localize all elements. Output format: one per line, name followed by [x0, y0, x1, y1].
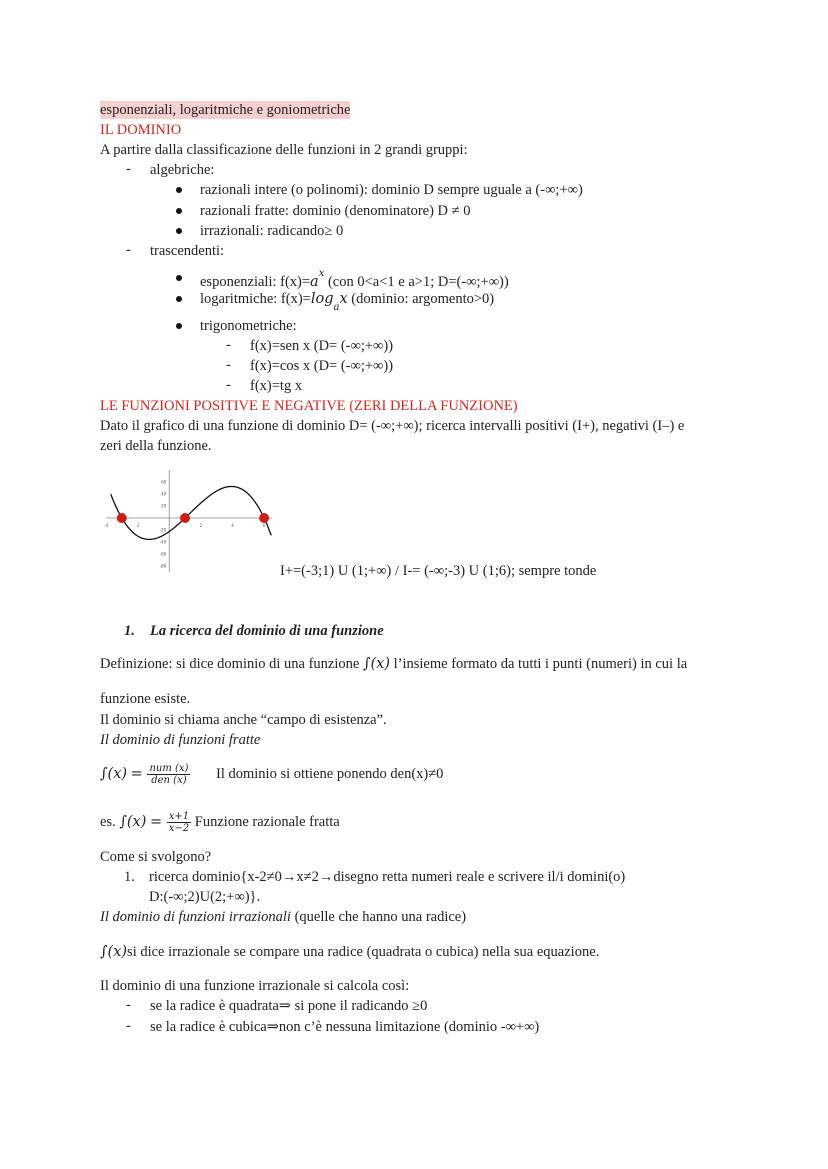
intervals-text: I+=(-3;1) U (1;+∞) / I-= (-∞;-3) U (1;6); sempre tonde [280, 563, 597, 579]
x-tick-label: -2 [135, 523, 140, 528]
intro-text: A partire dalla classificazione delle funzioni in 2 grandi gruppi: [100, 142, 468, 158]
step-number: 1. [124, 869, 135, 885]
x-tick-label: -4 [104, 523, 108, 528]
trig-item-tg: f(x)=tg x [250, 378, 303, 394]
irrazionali-item-quadrata: se la radice è quadrata⇒ si pone il radicando ≥0 [150, 998, 428, 1014]
function-curve [111, 486, 271, 539]
trascendenti-label: trascendenti: [150, 243, 225, 259]
zero-point [180, 513, 190, 523]
list-item-razionali-intere: razionali intere (o polinomi): dominio D sempre uguale a (-∞;+∞) [200, 182, 583, 198]
x-tick-label: 4 [231, 523, 234, 528]
step-1-text: ricerca dominio{x-2≠0→x≠2→disegno retta numeri reale e scrivere il/i domini(o) [149, 869, 626, 885]
dash-marker: - [126, 997, 131, 1013]
irrazionali-item-cubica: se la radice è cubica⇒non c’è nessuna limitazione (dominio -∞+∞) [150, 1019, 540, 1035]
bullet-marker [176, 208, 182, 214]
irrazionali-calc: Il dominio di una funzione irrazionale si calcola così: [100, 978, 410, 994]
fraction: $\frac{\text{num (x)}}{\text{den (x)}}$ [149, 763, 189, 787]
definition-text: Definizione: si dice dominio di una funzione ∫(x) l’insieme formato da tutti i punti (numeri) in cui la [100, 656, 688, 672]
zeri-text-2: zeri della funzione. [100, 438, 212, 454]
heading-ricerca-dominio: La ricerca del dominio di una funzione [150, 623, 384, 639]
fratte-formula: ∫(x) = $\frac{\text{num (x)}}{\text{den (x)}}$ [100, 763, 189, 787]
y-tick-label: -80 [159, 563, 167, 569]
trig-item-sen: f(x)=sen x (D= (-∞;+∞)) [250, 338, 394, 354]
irrazionali-title-line: Il dominio di funzioni irrazionali (quelle che hanno una radice) [100, 909, 467, 925]
dash-marker: - [226, 377, 231, 393]
zero-point [259, 513, 269, 523]
list-item-esponenziali: esponenziali: $f(x)=a^x$ (con 0<a<1 e a>1; D=(-∞;+∞)) [200, 268, 509, 290]
zeri-text-1: Dato il grafico di una funzione di dominio D= (-∞;+∞); ricerca intervalli positivi (I+), negativi (I–) e [100, 418, 685, 434]
header-tag: esponenziali, logaritmiche e goniometriche [100, 102, 351, 118]
bullet-marker [176, 228, 182, 234]
step-1-domain: D:(-∞;2)U(2;+∞)}. [149, 889, 261, 905]
trig-label: trigonometriche: [200, 318, 297, 334]
bullet-marker [176, 323, 182, 329]
y-tick-label: -40 [159, 539, 167, 545]
definition-continued: funzione esiste. [100, 691, 191, 707]
section-title-dominio: IL DOMINIO [100, 122, 182, 138]
campo-esistenza-text: Il dominio si chiama anche “campo di esistenza”. [100, 712, 387, 728]
bullet-marker [176, 296, 182, 302]
example-formula: es. ∫(x) = $\frac{x+1}{x-2}$ Funzione razionale fratta [100, 811, 340, 835]
dash-marker: - [226, 357, 231, 373]
fraction: $\frac{x+1}{x-2}$ [168, 811, 190, 835]
y-tick-label: 60 [161, 479, 167, 485]
y-tick-label: -60 [159, 551, 167, 557]
heading-number: 1. [124, 623, 135, 639]
function-graph [100, 466, 280, 576]
list-item-irrazionali: irrazionali: radicando≥ 0 [200, 223, 344, 239]
come-si-svolgono: Come si svolgono? [100, 849, 212, 865]
algebriche-label: algebriche: [150, 162, 215, 178]
bullet-marker [176, 187, 182, 193]
section-title-zeri: LE FUNZIONI POSITIVE E NEGATIVE (ZERI DELLA FUNZIONE) [100, 398, 518, 414]
x-tick-label: 6 [262, 523, 266, 528]
dash-marker: - [226, 337, 231, 353]
bullet-marker [176, 275, 182, 281]
list-item-razionali-fratte: razionali fratte: dominio (denominatore) D ≠ 0 [200, 203, 471, 219]
y-tick-label: 40 [161, 491, 167, 497]
y-tick-label: 20 [161, 503, 167, 509]
list-item-logaritmiche: logaritmiche: $f(x)=\log_ax$ (dominio: argomento>0) [200, 291, 495, 313]
fratte-text: Il dominio si ottiene ponendo den(x)≠0 [216, 766, 444, 782]
y-tick-label: -20 [159, 527, 167, 533]
x-tick-label: 2 [199, 523, 203, 528]
dash-marker: - [126, 1018, 131, 1034]
zero-point [117, 513, 127, 523]
fratte-title: Il dominio di funzioni fratte [100, 732, 261, 748]
trig-item-cos: f(x)=cos x (D= (-∞;+∞)) [250, 358, 394, 374]
irrazionali-definition: ∫(x)si dice irrazionale se compare una radice (quadrata o cubica) nella sua equazione. [100, 944, 600, 960]
dash-marker: - [126, 242, 131, 258]
dash-marker: - [126, 161, 131, 177]
